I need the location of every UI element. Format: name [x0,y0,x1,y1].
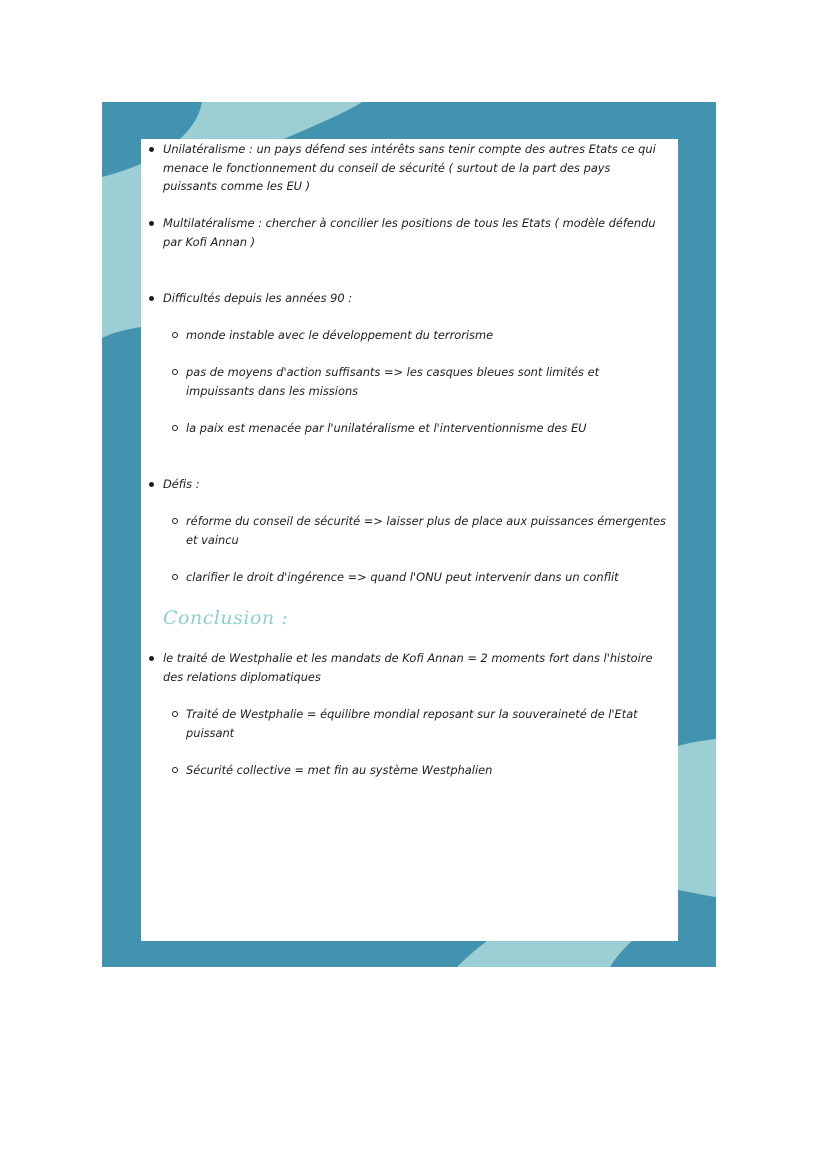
circle-bullet-icon [172,711,178,717]
bullet-text: Multilatéralisme : chercher à concilier les positions de tous les Etats ( modèle défendu par Kofi Annan ) [163,216,656,249]
circle-bullet-icon [172,369,178,375]
sub-bullet-defi-2 [186,568,671,587]
bullet-dot-icon [149,147,154,152]
circle-bullet-icon [172,574,178,580]
bullet-dot-icon [149,656,154,661]
sub-bullet-text: clarifier le droit d'ingérence => quand l'ONU peut intervenir dans un conflit [186,570,619,584]
sub-bullet-text: réforme du conseil de sécurité => laisser plus de place aux puissances émergentes et vaincu [186,514,666,547]
bullet-dot-icon [149,221,154,226]
bullet-conclusion [163,649,663,686]
bullet-unilateralisme [163,140,663,196]
bullet-text: Défis : [163,477,200,491]
bullet-text: Unilatéralisme : un pays défend ses intérêts sans tenir compte des autres Etats ce qui menace le fonctionnement du conseil de sécurité ( surtout de la part des pays puissants comme les EU ) [163,142,656,193]
sub-bullet-difficulte-1 [186,326,671,345]
circle-bullet-icon [172,767,178,773]
notes-content [141,139,678,941]
bullet-defis [163,475,663,494]
bullet-dot-icon [149,482,154,487]
bullet-text: Difficultés depuis les années 90 : [163,291,353,305]
page-frame [102,102,716,967]
sub-bullet-difficulte-3 [186,419,671,438]
sub-bullet-text: Sécurité collective = met fin au système Westphalien [186,763,493,777]
sub-bullet-defi-1 [186,512,671,549]
sub-bullet-difficulte-2 [186,363,671,400]
circle-bullet-icon [172,518,178,524]
bullet-dot-icon [149,296,154,301]
sub-bullet-text: pas de moyens d'action suffisants => les casques bleues sont limités et impuissants dans les missions [186,365,600,398]
sub-bullet-conclusion-2 [186,761,671,780]
circle-bullet-icon [172,425,178,431]
circle-bullet-icon [172,332,178,338]
content-sheet [141,139,678,941]
sub-bullet-text: Traité de Westphalie = équilibre mondial reposant sur la souveraineté de l'Etat puissant [186,707,638,740]
bullet-multilateralisme [163,214,663,251]
sub-bullet-text: monde instable avec le développement du terrorisme [186,328,494,342]
sub-bullet-conclusion-1 [186,705,671,742]
conclusion-heading: Conclusion : [163,607,289,629]
bullet-text: le traité de Westphalie et les mandats de Kofi Annan = 2 moments fort dans l'histoire des relations diplomatiques [163,651,653,684]
bullet-difficultes [163,289,663,308]
sub-bullet-text: la paix est menacée par l'unilatéralisme et l'interventionnisme des EU [186,421,587,435]
